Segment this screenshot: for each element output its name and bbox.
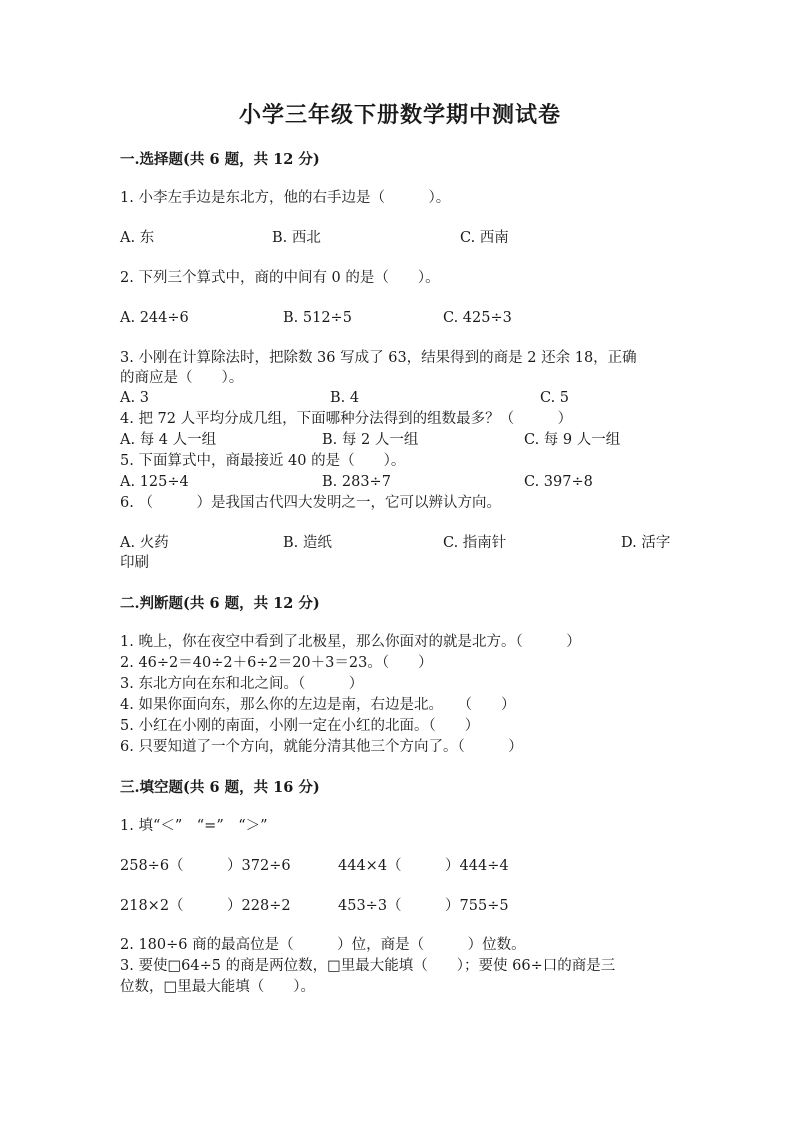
option-a: A. 125÷4 [120, 474, 189, 490]
option-a: A. 244÷6 [120, 310, 189, 326]
option-b: B. 4 [330, 390, 360, 406]
fill-question-3: 3. 要使□64÷5 的商是两位数，□里最大能填（ ）；要使 66÷口的商是三 [120, 958, 616, 974]
fill-question-2: 2. 180÷6 商的最高位是（ ）位，商是（ ）位数。 [120, 937, 526, 953]
question-5: 5. 下面算式中，商最接近 40 的是（ ）。 [120, 453, 406, 469]
compare-item: 444×4（ ）444÷4 [338, 858, 509, 874]
page-title: 小学三年级下册数学期中测试卷 [238, 102, 561, 128]
option-a: A. 3 [120, 390, 149, 406]
option-b: B. 西北 [272, 230, 321, 246]
question-2: 2. 下列三个算式中，商的中间有 0 的是（ ）。 [120, 270, 440, 286]
question-3: 3. 小刚在计算除法时，把除数 36 写成了 63，结果得到的商是 2 还余 18，正确 [120, 350, 637, 366]
option-d: D. 活字 [621, 535, 671, 551]
option-b: B. 512÷5 [283, 310, 352, 326]
option-c: C. 每 9 人一组 [524, 432, 621, 448]
option-c: C. 5 [540, 390, 570, 406]
section-heading-choice: 一.选择题(共 6 题，共 12 分) [120, 151, 320, 168]
judge-item: 4. 如果你面向东，那么你的左边是南，右边是北。 （ ） [120, 697, 516, 713]
option-c: C. 指南针 [443, 535, 507, 551]
judge-item: 6. 只要知道了一个方向，就能分清其他三个方向了。（ ） [120, 739, 523, 755]
fill-question-1: 1. 填“＜” “=” “＞” [120, 818, 268, 834]
option-b: B. 每 2 人一组 [322, 432, 419, 448]
compare-item: 258÷6（ ）372÷6 [120, 858, 291, 874]
option-a: A. 火药 [120, 535, 169, 551]
judge-item: 3. 东北方向在东和北之间。（ ） [120, 676, 364, 692]
option-c: C. 425÷3 [443, 310, 512, 326]
question-1: 1. 小李左手边是东北方，他的右手边是（ ）。 [120, 190, 451, 206]
question-6: 6. （ ）是我国古代四大发明之一，它可以辨认方向。 [120, 495, 501, 511]
question-3-cont: 的商应是（ ）。 [120, 370, 244, 386]
option-c: C. 397÷8 [524, 474, 593, 490]
option-b: B. 283÷7 [322, 474, 391, 490]
fill-question-3-cont: 位数，□里最大能填（ ）。 [120, 979, 315, 995]
option-b: B. 造纸 [283, 535, 332, 551]
option-a: A. 每 4 人一组 [120, 432, 217, 448]
option-c: C. 西南 [460, 230, 509, 246]
option-d-cont: 印刷 [120, 555, 149, 571]
compare-item: 453÷3（ ）755÷5 [338, 898, 509, 914]
section-heading-fill: 三.填空题(共 6 题，共 16 分) [120, 779, 320, 796]
option-a: A. 东 [120, 230, 155, 246]
judge-item: 2. 46÷2＝40÷2＋6÷2＝20＋3＝23。（ ） [120, 655, 433, 671]
judge-item: 1. 晚上，你在夜空中看到了北极星，那么你面对的就是北方。（ ） [120, 634, 581, 650]
section-heading-judge: 二.判断题(共 6 题，共 12 分) [120, 595, 320, 612]
question-4: 4. 把 72 人平均分成几组，下面哪种分法得到的组数最多？（ ） [120, 411, 573, 427]
compare-item: 218×2（ ）228÷2 [120, 898, 291, 914]
judge-item: 5. 小红在小刚的南面，小刚一定在小红的北面。（ ） [120, 718, 480, 734]
